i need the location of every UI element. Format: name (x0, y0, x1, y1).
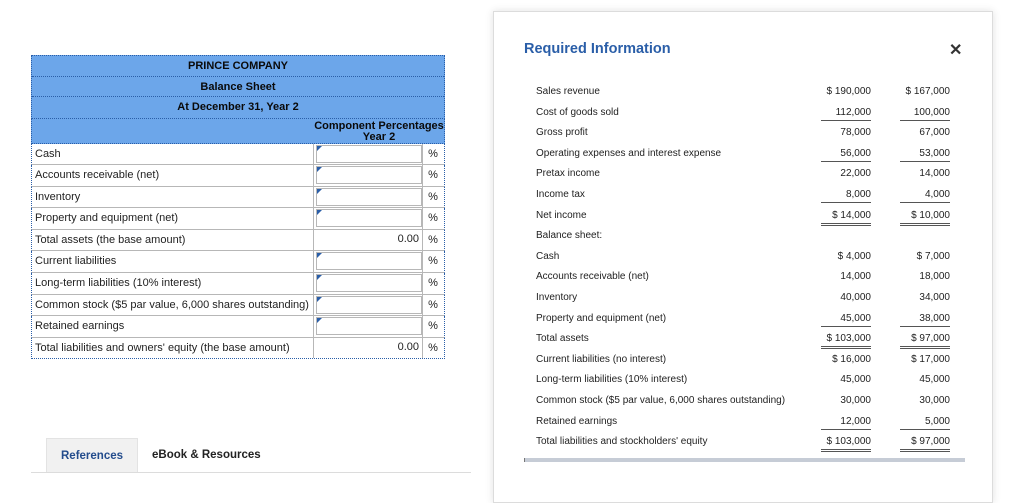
horizontal-scrollbar[interactable] (524, 458, 965, 462)
row-label: Inventory (32, 187, 314, 208)
row-label: Income tax (536, 188, 585, 200)
year2-value: 40,000 (840, 291, 871, 303)
percent-unit: % (422, 144, 443, 165)
year2-value: 45,000 (840, 374, 871, 386)
worksheet-header (31, 55, 445, 119)
required-information-panel (493, 11, 993, 503)
row-label: Long-term liabilities (10% interest) (536, 374, 688, 386)
year1-value: $ 97,000 (900, 332, 950, 349)
row-label: Sales revenue (536, 86, 600, 97)
row-label: Total assets (536, 333, 589, 345)
row-label: Retained earnings (536, 415, 618, 427)
current-liabilities-percent-input[interactable] (316, 252, 422, 270)
year1-value: 18,000 (919, 271, 950, 283)
row-label: Cash (32, 144, 314, 165)
percent-unit: % (422, 251, 443, 272)
percent-unit: % (422, 165, 443, 186)
year1-value: 45,000 (919, 374, 950, 386)
year2-value: 78,000 (840, 127, 871, 139)
worksheet-row-total-liabilities-equity (31, 338, 445, 360)
year1-value: 100,000 (900, 106, 950, 121)
worksheet-row-current-liabilities (31, 251, 445, 273)
year1-value: 67,000 (919, 127, 950, 139)
year2-value: $ 14,000 (821, 209, 871, 226)
table-row (536, 329, 964, 350)
table-row (536, 370, 964, 391)
percent-unit: % (422, 338, 443, 359)
row-label: Property and equipment (net) (32, 208, 314, 229)
table-row (536, 267, 964, 288)
table-row (536, 123, 964, 144)
component-percentages-header: Component Percentages Year 2 (314, 119, 444, 143)
year2-value: 56,000 (821, 147, 871, 162)
table-row (536, 247, 964, 268)
year2-value: 30,000 (840, 394, 871, 406)
year1-value: $ 167,000 (905, 86, 950, 97)
percent-unit: % (422, 316, 443, 337)
percent-unit: % (422, 273, 443, 294)
row-label: Operating expenses and interest expense (536, 147, 722, 159)
table-row (536, 82, 964, 103)
year2-value: 45,000 (821, 312, 871, 327)
worksheet-row-total-assets (31, 230, 445, 252)
statement-date: At December 31, Year 2 (177, 101, 299, 113)
worksheet-row-retained-earnings (31, 316, 445, 338)
row-label: Current liabilities (no interest) (536, 353, 667, 365)
year2-value: 8,000 (821, 188, 871, 203)
table-row (536, 206, 964, 227)
year1-value: 53,000 (900, 147, 950, 162)
section-label: Balance sheet: (536, 230, 603, 242)
year1-value: $ 97,000 (900, 435, 950, 452)
statement-name: Balance Sheet (32, 77, 444, 98)
financial-data-table (536, 82, 964, 453)
year1-value: 30,000 (919, 394, 950, 406)
row-label: Property and equipment (net) (536, 312, 667, 324)
year1-value: $ 7,000 (916, 250, 950, 262)
row-label: Common stock ($5 par value, 6,000 shares outstanding) (536, 394, 786, 406)
row-label: Total assets (the base amount) (32, 230, 314, 251)
cash-percent-input[interactable] (316, 145, 422, 163)
table-row (536, 412, 964, 433)
table-row (536, 432, 964, 453)
year2-value: 112,000 (821, 106, 871, 121)
row-label: Cost of goods sold (536, 106, 619, 118)
total-assets-percent-value: 0.00 (316, 231, 422, 249)
table-row (536, 144, 964, 165)
row-label: Total liabilities and stockholders' equity (536, 436, 708, 448)
row-label: Common stock ($5 par value, 6,000 shares outstanding) (32, 295, 314, 316)
row-label: Long-term liabilities (10% interest) (32, 273, 314, 294)
worksheet-row-cash (31, 144, 445, 166)
year1-value: 4,000 (900, 188, 950, 203)
company-name: PRINCE COMPANY (32, 56, 444, 77)
table-row (536, 226, 964, 247)
year2-value: $ 190,000 (826, 86, 871, 97)
worksheet-row-long-term-liabilities (31, 273, 445, 295)
year1-value: 5,000 (900, 415, 950, 430)
property-equipment-percent-input[interactable] (316, 209, 422, 227)
worksheet-row-inventory (31, 187, 445, 209)
percent-unit: % (422, 230, 443, 251)
table-row (536, 185, 964, 206)
row-label: Accounts receivable (net) (536, 271, 649, 283)
resource-tabs (46, 438, 275, 472)
row-label: Inventory (536, 291, 578, 303)
label-column-header (32, 119, 314, 143)
row-label: Net income (536, 209, 587, 221)
worksheet-row-property-equipment (31, 208, 445, 230)
year2-value: $ 16,000 (832, 353, 871, 365)
inventory-percent-input[interactable] (316, 188, 422, 206)
row-label: Gross profit (536, 127, 588, 139)
tab-ebook-resources[interactable]: eBook & Resources (152, 449, 261, 461)
worksheet-row-common-stock (31, 295, 445, 317)
table-row (536, 164, 964, 185)
year2-value: $ 103,000 (821, 332, 871, 349)
table-row (536, 391, 964, 412)
long-term-liabilities-percent-input[interactable] (316, 274, 422, 292)
row-label: Accounts receivable (net) (32, 165, 314, 186)
column-header-row (31, 119, 445, 144)
row-label: Total liabilities and owners' equity (the base amount) (32, 338, 314, 359)
row-label: Pretax income (536, 168, 600, 180)
year2-value: 14,000 (840, 271, 871, 283)
total-liabilities-equity-percent-value: 0.00 (316, 339, 422, 357)
close-icon[interactable]: ✕ (949, 42, 963, 59)
retained-earnings-percent-input[interactable] (316, 317, 422, 335)
year1-value: 14,000 (919, 168, 950, 180)
year2-value: $ 103,000 (821, 435, 871, 452)
accounts-receivable-percent-input[interactable] (316, 166, 422, 184)
row-label: Retained earnings (32, 316, 314, 337)
year2-value: 12,000 (821, 415, 871, 430)
table-row (536, 309, 964, 330)
year1-value: 34,000 (919, 291, 950, 303)
table-row (536, 350, 964, 371)
balance-sheet-worksheet (31, 55, 445, 359)
table-row (536, 103, 964, 124)
row-label: Current liabilities (32, 251, 314, 272)
year1-value: $ 10,000 (900, 209, 950, 226)
year2-value: $ 4,000 (837, 250, 871, 262)
common-stock-percent-input[interactable] (316, 296, 422, 314)
tabs-divider (31, 472, 471, 473)
tab-references[interactable]: References (46, 438, 138, 473)
year1-value: $ 17,000 (911, 353, 950, 365)
year2-value: 22,000 (840, 168, 871, 180)
percent-unit: % (422, 295, 443, 316)
year1-value: 38,000 (900, 312, 950, 327)
worksheet-row-accounts-receivable (31, 165, 445, 187)
row-label: Cash (536, 250, 560, 262)
table-row (536, 288, 964, 309)
percent-unit: % (422, 187, 443, 208)
panel-title: Required Information (524, 41, 671, 57)
percent-unit: % (422, 208, 443, 229)
